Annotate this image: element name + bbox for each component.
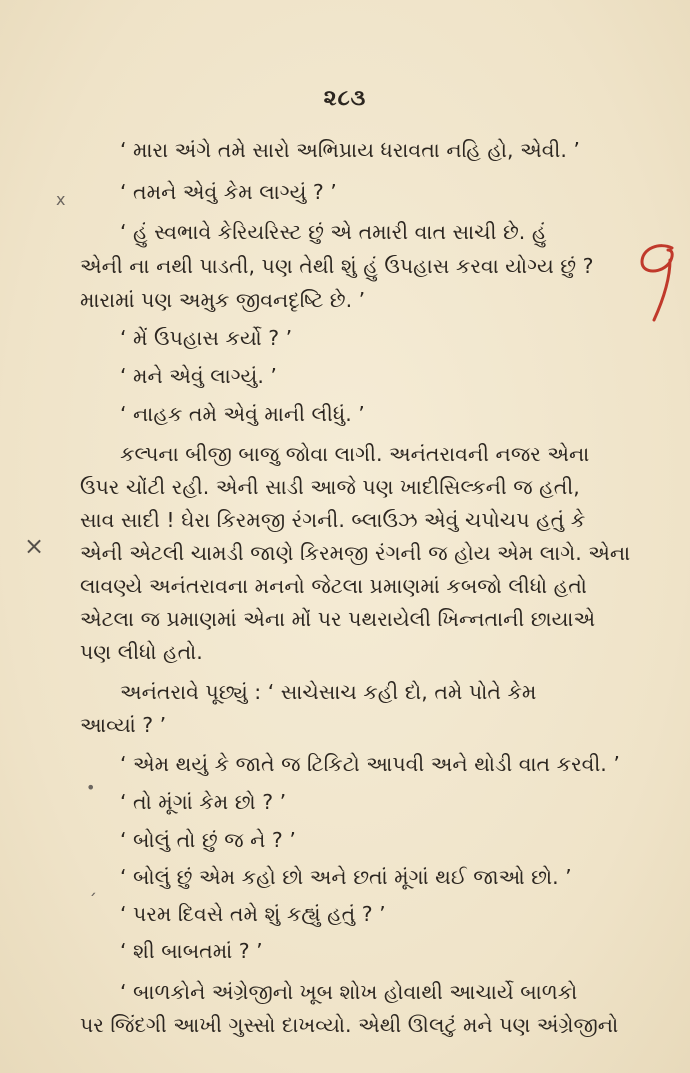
text-line: ‘ એમ થયું કે જાતે જ ટિકિટો આપવી અને થોડી વાત કરવી. ’ <box>120 752 620 776</box>
text-line: એની એટલી ચામડી જાણે કિરમજી રંગની જ હોય એમ લાગે. એના <box>80 541 631 565</box>
text-line: ‘ બોલું છું એમ કહો છો અને છતાં મૂંગાં થઈ જાઓ છો. ’ <box>120 865 572 889</box>
text-line: ‘ હું સ્વભાવે કેરિયરિસ્ટ છું એ તમારી વાત સાચી છે. હું <box>120 220 547 244</box>
text-line: ‘ મેં ઉપહાસ કર્યો ? ’ <box>120 326 293 350</box>
pencil-tick-mark: ˏ <box>88 876 97 897</box>
page-number: ૨૮૩ <box>323 86 367 111</box>
text-line: ‘ બોલું તો છું જ ને ? ’ <box>120 828 296 852</box>
pencil-mark: x <box>56 190 66 209</box>
text-line: એની ના નથી પાડતી, પણ તેથી શું હું ઉપહાસ કરવા યોગ્ય છું ? <box>80 254 594 278</box>
text-line: ‘ નાહક તમે એવું માની લીધું. ’ <box>120 402 365 426</box>
text-line: ‘ તમને એવું કેમ લાગ્યું ? ’ <box>120 180 337 204</box>
text-line: ‘ શી બાબતમાં ? ’ <box>120 939 263 963</box>
text-line: ઉપર ચોંટી રહી. એની સાડી આજે પણ ખાદીસિલ્કની જ હતી, <box>80 475 580 499</box>
text-line: અનંતરાવે પૂછ્યું : ‘ સાચેસાચ કહી દો, તમે પોતે કેમ <box>120 680 537 704</box>
text-line: એટલા જ પ્રમાણમાં એના મોં પર પથરાયેલી ખિન્નતાની છાયાએ <box>80 607 596 631</box>
text-line: પર જિંદગી આખી ગુસ્સો દાખવ્યો. એથી ઊલટું મને પણ અંગ્રેજીનો <box>80 1013 619 1037</box>
pencil-dot-mark: • <box>86 778 96 797</box>
text-line: ‘ મને એવું લાગ્યું. ’ <box>120 364 277 388</box>
text-line: ‘ પરમ દિવસે તમે શું કહ્યું હતું ? ’ <box>120 902 386 926</box>
pencil-cross-mark: × <box>24 532 45 560</box>
text-line: કલ્પના બીજી બાજુ જોવા લાગી. અનંતરાવની નજર એના <box>120 442 590 466</box>
text-line: મારામાં પણ અમુક જીવનદૃષ્ટિ છે. ’ <box>80 288 366 312</box>
text-line: આવ્યાં ? ’ <box>80 713 167 737</box>
text-line: પણ લીધો હતો. <box>80 640 203 664</box>
text-line: સાવ સાદી ! ઘેરા કિરમજી રંગની. બ્લાઉઝ એવું ચપોચપ હતું કે <box>80 508 586 532</box>
text-line: લાવણ્યે અનંતરાવના મનનો જેટલા પ્રમાણમાં કબજો લીધો હતો <box>80 574 587 598</box>
red-nine-annotation-icon <box>628 236 688 326</box>
text-line: ‘ તો મૂંગાં કેમ છો ? ’ <box>120 790 287 814</box>
text-line: ‘ બાળકોને અંગ્રેજીનો ખૂબ શોખ હોવાથી આચાર્યે બાળકો <box>120 980 578 1004</box>
text-line: ‘ મારા અંગે તમે સારો અભિપ્રાય ધરાવતા નહિ હો, એવી. ’ <box>120 138 580 162</box>
